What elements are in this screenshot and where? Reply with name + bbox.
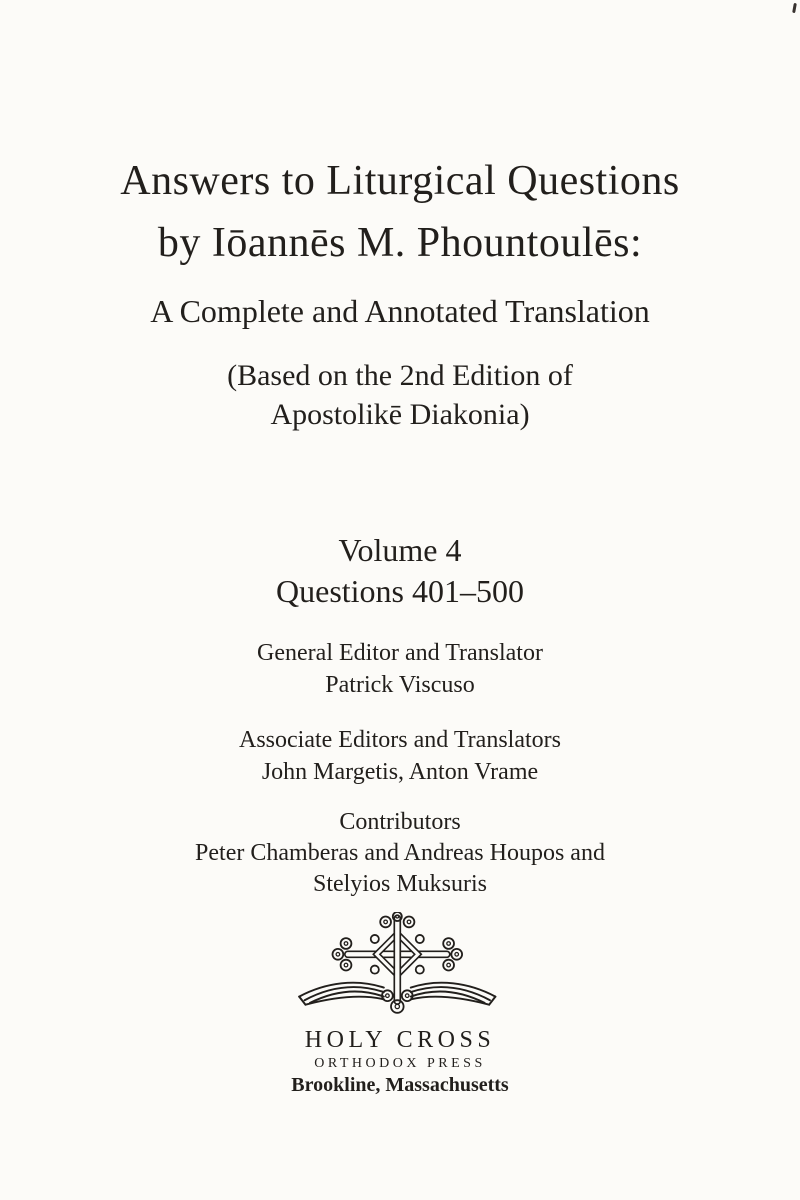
contributors-heading: Contributors	[339, 809, 461, 835]
publisher-logo	[0, 912, 800, 1025]
publisher-location: Brookline, Massachusetts	[291, 1074, 509, 1096]
volume-number: Volume 4	[338, 532, 462, 568]
book-title	[0, 150, 800, 274]
publisher-imprint: ORTHODOX PRESS	[314, 1056, 486, 1071]
book-title-line1: Answers to Liturgical Questions	[120, 158, 680, 204]
general-editor-section	[0, 637, 800, 701]
publisher-name: HOLY CROSS	[304, 1027, 496, 1053]
knot-cross-open-book-icon	[292, 912, 508, 1020]
book-title-line2: by Iōannēs M. Phountoulēs:	[157, 220, 643, 266]
associate-editors-names: John Margetis, Anton Vrame	[261, 759, 539, 785]
scan-artifact-mark	[792, 3, 797, 13]
edition-note	[0, 356, 800, 434]
contributors-line1: Peter Chamberas and Andreas Houpos and	[195, 840, 605, 866]
general-editor-name: Patrick Viscuso	[325, 672, 475, 698]
associate-editors-heading: Associate Editors and Translators	[239, 727, 561, 753]
edition-note-line1: (Based on the 2nd Edition of	[227, 359, 573, 392]
volume-info	[0, 530, 800, 612]
questions-range: Questions 401–500	[276, 573, 524, 609]
general-editor-heading: General Editor and Translator	[257, 640, 543, 666]
open-book-left-page	[299, 983, 384, 1005]
contributors-section	[0, 807, 800, 900]
open-book-right-page	[411, 983, 496, 1005]
edition-note-line2: Apostolikē Diakonia)	[270, 398, 530, 431]
associate-editors-section	[0, 724, 800, 788]
contributors-line2: Stelyios Muksuris	[312, 871, 488, 897]
book-subtitle: A Complete and Annotated Translation	[150, 293, 650, 329]
